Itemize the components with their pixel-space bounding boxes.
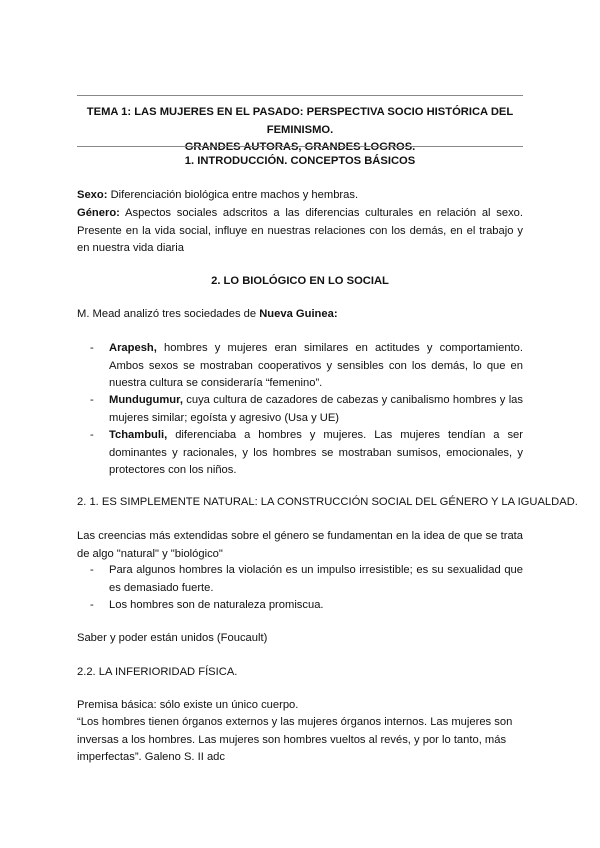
society-name: Tchambuli, bbox=[109, 429, 168, 441]
list-item-promiscua bbox=[90, 597, 523, 615]
title-line-2: GRANDES AUTORAS, GRANDES LOGROS. bbox=[184, 141, 416, 153]
society-description: diferenciaba a hombres y mujeres. Las mujeres tendían a ser dominantes y racionales, y los hombres se mostraban sumisos, emocionales, y protectores con los niños. bbox=[109, 429, 523, 476]
galeno-quote bbox=[77, 714, 523, 767]
list-item-mundugumur bbox=[90, 392, 523, 427]
section-1-heading: 1. INTRODUCCIÓN. CONCEPTOS BÁSICOS bbox=[184, 155, 416, 167]
society-description: cuya cultura de cazadores de cabezas y canibalismo hombres y las mujeres similar; egoísta y agresivo (Usa y UE) bbox=[109, 394, 523, 424]
title-line-1: TEMA 1: LAS MUJERES EN EL PASADO: PERSPECTIVA SOCIO HISTÓRICA DEL FEMINISMO. bbox=[86, 106, 514, 136]
bullet-dash: - bbox=[90, 599, 94, 611]
top-rule bbox=[77, 95, 523, 96]
genero-definition bbox=[77, 205, 523, 258]
quote-line-1: “Los hombres tienen órganos externos y las mujeres órganos internos. Las mujeres son bbox=[77, 716, 513, 728]
genero-label: Género: bbox=[77, 207, 120, 219]
mead-intro-text: M. Mead analizó tres sociedades de bbox=[77, 308, 260, 320]
bullet-dash: - bbox=[90, 564, 94, 576]
list-item-tchambuli bbox=[90, 427, 523, 480]
sexo-definition bbox=[77, 187, 523, 205]
list-item-arapesh bbox=[90, 340, 523, 393]
bullet-dash: - bbox=[90, 429, 94, 441]
sexo-label: Sexo: bbox=[77, 189, 108, 201]
section-2-heading: 2. LO BIOLÓGICO EN LO SOCIAL bbox=[211, 275, 389, 287]
society-name: Arapesh, bbox=[109, 342, 157, 354]
genero-text: Aspectos sociales adscritos a las diferencias culturales en relación al sexo. Presente en la vida social, influye en nuestras relaciones con los demás, en el trabajo y en nuestra vida diaria bbox=[77, 207, 523, 254]
section-2-2-heading: 2.2. LA INFERIORIDAD FÍSICA. bbox=[77, 666, 238, 678]
section-2-1-heading: 2. 1. ES SIMPLEMENTE NATURAL: LA CONSTRUCCIÓN SOCIAL DEL GÉNERO Y LA IGUALDAD. bbox=[77, 496, 578, 508]
nueva-guinea: Nueva Guinea: bbox=[259, 308, 338, 320]
section-2-1-intro: Las creencias más extendidas sobre el género se fundamentan en la idea de que se trata de algo "natural" y "biológico" bbox=[77, 530, 523, 560]
quote-line-3: imperfectas”. Galeno S. II adc bbox=[77, 751, 225, 763]
foucault-note: Saber y poder están unidos (Foucault) bbox=[77, 632, 268, 644]
list-item-text: Para algunos hombres la violación es un impulso irresistible; es su sexualidad que es demasiado fuerte. bbox=[109, 564, 523, 594]
premise-line: Premisa básica: sólo existe un único cuerpo. bbox=[77, 699, 299, 711]
list-item-text: Los hombres son de naturaleza promiscua. bbox=[109, 599, 324, 611]
title-bottom-rule bbox=[77, 146, 523, 147]
mead-intro bbox=[77, 306, 523, 324]
bullet-dash: - bbox=[90, 394, 94, 406]
bullet-dash: - bbox=[90, 342, 94, 354]
list-item-violacion bbox=[90, 562, 523, 597]
sexo-text: Diferenciación biológica entre machos y hembras. bbox=[107, 189, 359, 201]
document-title bbox=[77, 104, 523, 157]
quote-line-2: inversas a los hombres. Las mujeres son hombres vueltos al revés, y por lo tanto, más bbox=[77, 733, 507, 746]
society-description: hombres y mujeres eran similares en actitudes y comportamiento. Ambos sexos se mostraban cooperativos y sensibles con los demás, lo que en nuestra cultura se consideraría “femenino”. bbox=[109, 342, 523, 389]
society-name: Mundugumur, bbox=[109, 394, 183, 406]
